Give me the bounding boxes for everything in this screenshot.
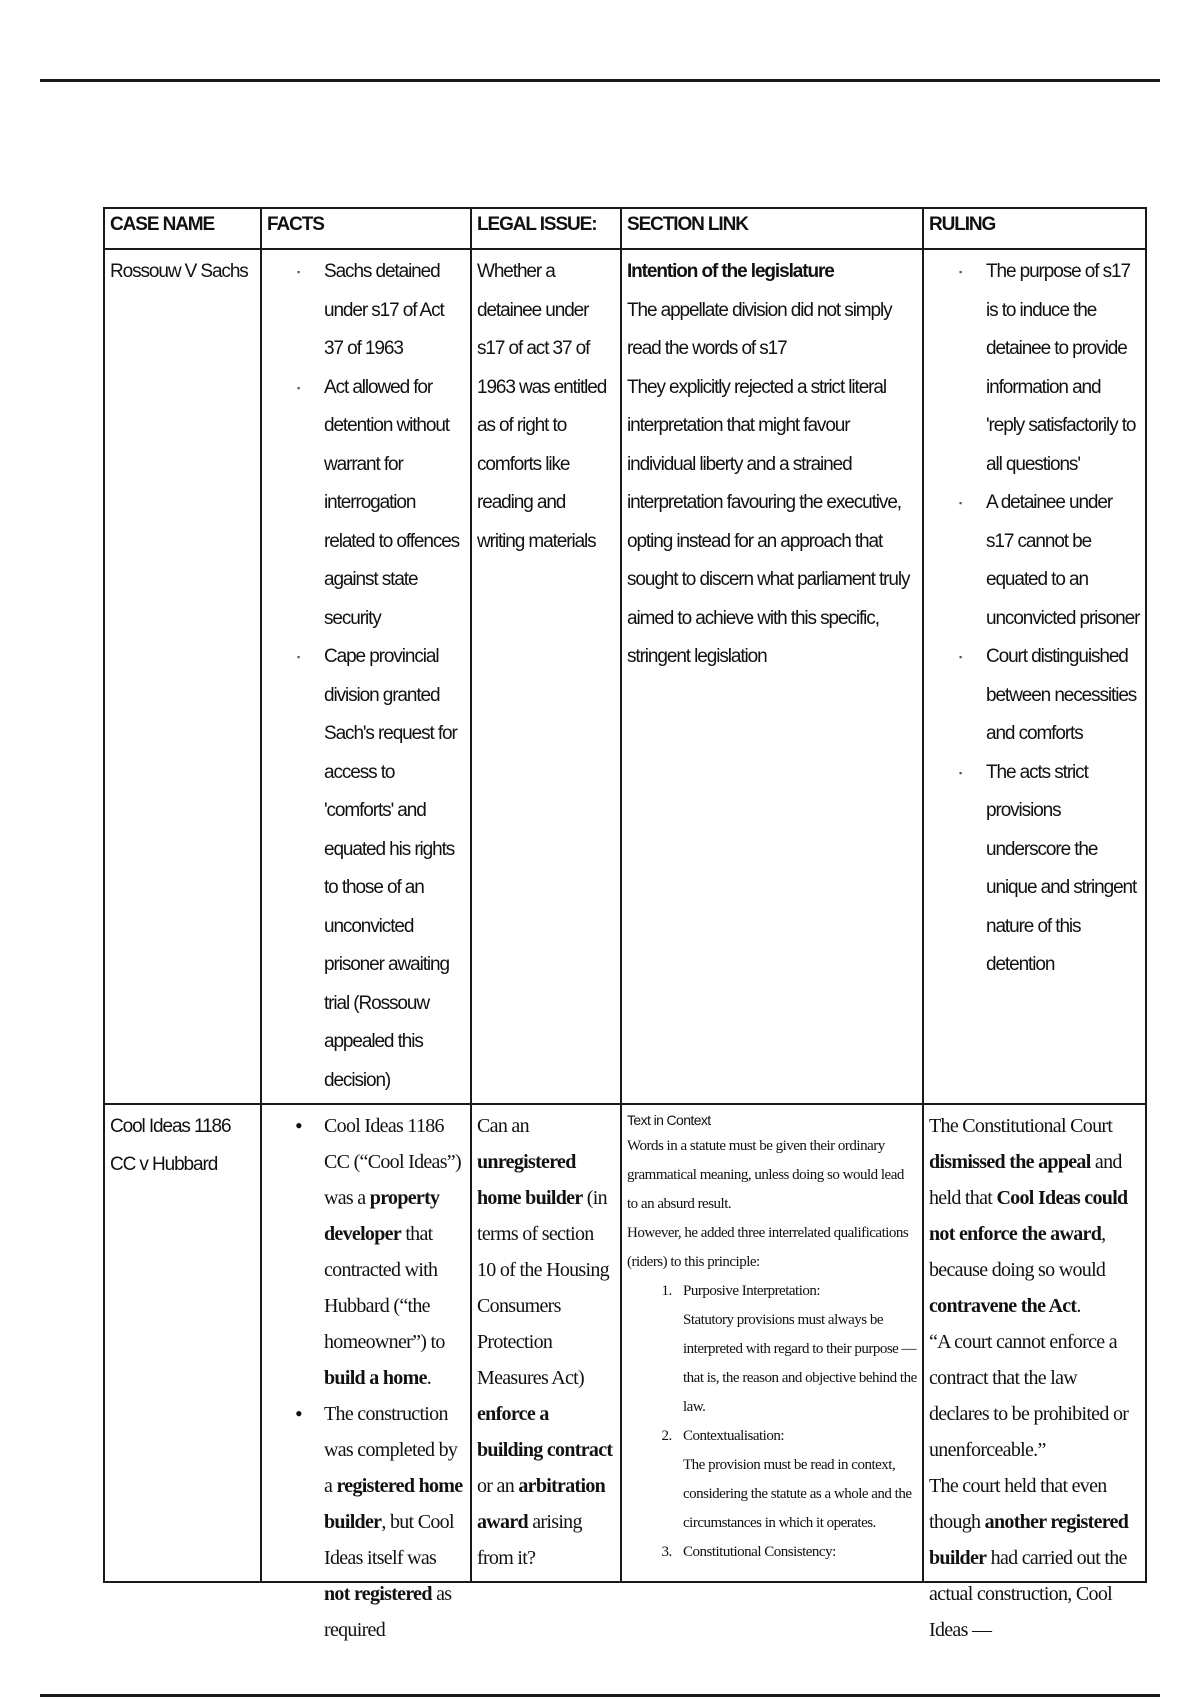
list-item [675,1422,917,1538]
qualifier-label: Constitutional Consistency: [683,1544,836,1560]
legal-issue-cell [471,249,621,1104]
header-legal-issue: LEGAL ISSUE: [471,208,621,249]
table-row [104,1104,1146,1582]
qualifier-text: Statutory provisions must always be interpreted with regard to their purpose — that is, the reason and objective behind the law. [683,1312,917,1415]
ruling-paragraph: The Constitutional Court dismissed the appeal and held that Cool Ideas could not enforce the award, because doing so would contravene the Act. [929,1115,1128,1317]
header-facts: FACTS [261,208,471,249]
section-link-paragraph: They explicitly rejected a strict literal interpretation that might favour individual liberty and a strained interpretation favouring the executive, opting instead for an approach that sought to discern what parliament truly aimed to achieve with this specific, stringent legislation [627,376,910,667]
list-item: ▪ A detainee under s17 cannot be equated to an unconvicted prisoner [986,484,1140,638]
qualifier-text: The provision must be read in context, considering the statute as a whole and the circumstances in which it operates. [683,1457,912,1531]
list-item [675,1538,917,1567]
case-name-cell [104,1104,261,1582]
top-rule [40,79,1160,82]
header-ruling: RULING [923,208,1146,249]
case-name: Rossouw V Sachs [110,261,248,282]
facts-cell [261,249,471,1104]
case-name: Cool Ideas 1186 CC v Hubbard [110,1116,231,1175]
case-table [103,207,1147,1641]
qualifiers-list [627,1277,917,1567]
section-link-title: Intention of the legislature [627,261,834,282]
list-item: ▪ Court distinguished between necessities and comforts [986,638,1140,754]
facts-list [267,253,465,1100]
section-link-intro: Words in a statute must be given their ordinary grammatical meaning, unless doing so would lead to an absurd result. [627,1138,904,1212]
section-link-cell [621,249,923,1104]
header-row [104,208,1146,249]
qualifier-label: Contextualisation: [683,1428,784,1444]
table-row [104,249,1146,1104]
ruling-paragraph: The court held that even though another registered builder had carried out the actual construction, Cool Ideas — [929,1475,1129,1641]
legal-issue-text: Can an unregistered home builder (in terms of section 10 of the Housing Consumers Protection Measures Act) enforce a building contract or an arbitration award arising from it? [477,1115,613,1569]
qualifier-label: Purposive Interpretation: [683,1283,821,1299]
list-item: ▪ Cape provincial division granted Sach's request for access to 'comforts' and equated his rights to those of an unconvicted prisoner awaiting trial (Rossouw appealed this decision) [324,638,465,1100]
list-item: ▪ Act allowed for detention without warrant for interrogation related to offences against state security [324,369,465,639]
list-item: ▪ The purpose of s17 is to induce the detainee to provide information and 'reply satisfactorily to all questions' [986,253,1140,484]
facts-cell [261,1104,471,1641]
list-item: • The construction was completed by a registered home builder, but Cool Ideas itself was not registered as required [324,1396,465,1648]
list-item: ▪ Sachs detained under s17 of Act 37 of 1963 [324,253,465,369]
header-section-link: SECTION LINK [621,208,923,249]
legal-issue-cell [471,1104,621,1582]
ruling-cell [923,1104,1146,1641]
ruling-list [929,253,1140,985]
bottom-rule [40,1694,1160,1697]
section-link-paragraph: The appellate division did not simply read the words of s17 [627,299,892,359]
case-name-cell [104,249,261,1104]
list-item: ▪ The acts strict provisions underscore the unique and stringent nature of this detention [986,754,1140,985]
list-item: • Cool Ideas 1186 CC (“Cool Ideas”) was a property developer that contracted with Hubbard (“the homeowner”) to build a home. [324,1108,465,1396]
section-link-qualifiers: However, he added three interrelated qualifications (riders) to this principle: [627,1225,909,1270]
ruling-quote: “A court cannot enforce a contract that the law declares to be prohibited or unenforceable.” [929,1331,1129,1461]
facts-list [267,1108,465,1648]
legal-issue-text: Whether a detainee under s17 of act 37 of 1963 was entitled as of right to comforts like reading and writing materials [477,261,607,552]
ruling-cell [923,249,1146,1104]
list-item [675,1277,917,1422]
header-case-name: CASE NAME [104,208,261,249]
section-link-cell [621,1104,923,1582]
section-link-title: Text in Context [627,1112,711,1128]
